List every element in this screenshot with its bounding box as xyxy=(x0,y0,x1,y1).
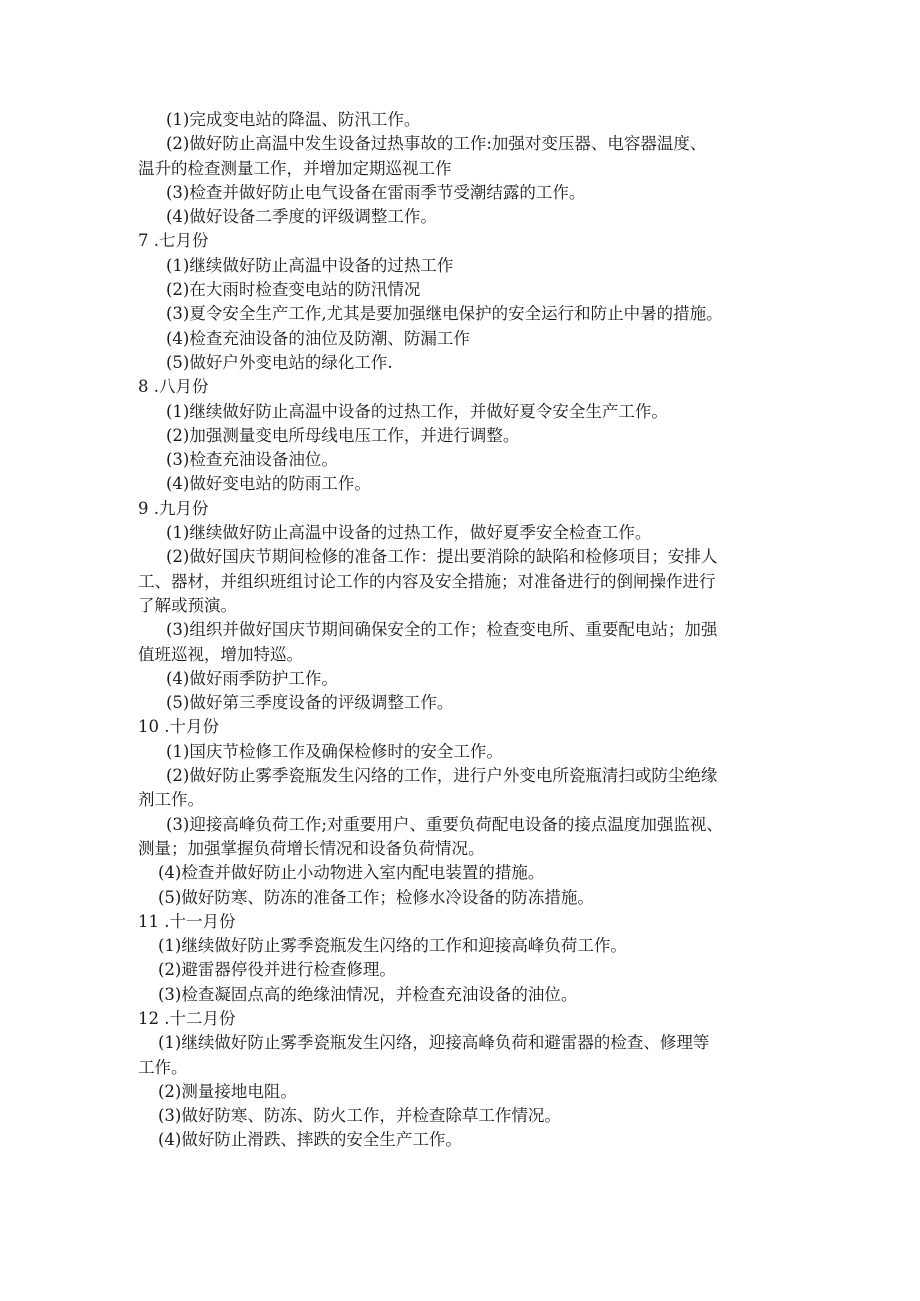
text-line: (4)做好防止滑跌、摔跌的安全生产工作。 xyxy=(158,1130,462,1150)
text-line: 温升的检查测量工作，并增加定期巡视工作 xyxy=(138,158,452,178)
text-line: (4)做好变电站的防雨工作。 xyxy=(166,474,371,494)
section-heading: 9 .九月份 xyxy=(138,498,209,518)
text-line: (4)检查并做好防止小动物进入室内配电装置的措施。 xyxy=(158,863,545,883)
document-page xyxy=(138,108,788,1153)
text-line: (2)在大雨时检查变电站的防汛情况 xyxy=(166,280,421,300)
text-line: (4)做好雨季防护工作。 xyxy=(166,668,338,688)
text-line: 剂工作。 xyxy=(138,790,204,810)
text-line: (4)做好设备二季度的评级调整工作。 xyxy=(166,207,437,227)
text-line: (2)避雷器停役并进行检查修理。 xyxy=(158,960,396,980)
text-line: (4)检查充油设备的油位及防潮、防漏工作 xyxy=(166,328,470,348)
section-heading: 10 .十月份 xyxy=(138,717,219,737)
text-line: (3)检查充油设备油位。 xyxy=(166,450,338,470)
text-line: (3)组织并做好国庆节期间确保安全的工作；检查变电所、重要配电站；加强 xyxy=(166,620,718,640)
text-line: (1)完成变电站的降温、防汛工作。 xyxy=(166,110,421,129)
text-line: (1)继续做好防止高温中设备的过热工作，做好夏季安全检查工作。 xyxy=(166,523,652,543)
section-heading: 7 .七月份 xyxy=(138,231,209,251)
text-line: 值班巡视，增加特巡。 xyxy=(138,644,303,664)
text-line: (3)夏令安全生产工作,尤其是要加强继电保护的安全运行和防止中暑的措施。 xyxy=(166,304,723,324)
text-line: (1)继续做好防止雾季瓷瓶发生闪络，迎接高峰负荷和避雷器的检查、修理等 xyxy=(158,1033,710,1053)
text-line: (3)检查凝固点高的绝缘油情况，并检查充油设备的油位。 xyxy=(158,984,578,1004)
text-line: 测量；加强掌握负荷增长情况和设备负荷情况。 xyxy=(138,838,485,858)
text-line: (1)国庆节检修工作及确保检修时的安全工作。 xyxy=(166,741,503,761)
text-line: (5)做好户外变电站的绿化工作. xyxy=(166,352,393,372)
text-line: (1)继续做好防止高温中设备的过热工作，并做好夏令安全生产工作。 xyxy=(166,401,668,421)
text-line: (1)继续做好防止高温中设备的过热工作 xyxy=(166,255,454,275)
text-line: 工、器材，并组织班组讨论工作的内容及安全措施；对准备进行的倒闸操作进行 xyxy=(138,571,716,591)
section-heading: 8 .八月份 xyxy=(138,377,209,397)
text-line: 工作。 xyxy=(138,1057,188,1077)
text-line: (2)做好国庆节期间检修的准备工作：提出要消除的缺陷和检修项目；安排人 xyxy=(166,547,718,567)
text-line: (5)做好防寒、防冻的准备工作；检修水冷设备的防冻措施。 xyxy=(158,887,594,907)
text-line: (3)检查并做好防止电气设备在雷雨季节受潮结露的工作。 xyxy=(166,182,586,202)
text-line: (3)迎接高峰负荷工作;对重要用户、重要负荷配电设备的接点温度加强监视、 xyxy=(166,814,723,834)
text-line: (5)做好第三季度设备的评级调整工作。 xyxy=(166,693,454,713)
section-heading: 11 .十一月份 xyxy=(138,911,236,931)
text-line: (2)测量接地电阻。 xyxy=(158,1081,297,1101)
text-line: (2)做好防止高温中发生设备过热事故的工作:加强对变压器、电容器温度、 xyxy=(166,134,707,154)
text-line: (3)做好防寒、防冻、防火工作，并检查除草工作情况。 xyxy=(158,1106,561,1126)
text-line: (2)加强测量变电所母线电压工作，并进行调整。 xyxy=(166,425,520,445)
text-line: (1)继续做好防止雾季瓷瓶发生闪络的工作和迎接高峰负荷工作。 xyxy=(158,936,627,956)
section-heading: 12 .十二月份 xyxy=(138,1008,236,1028)
text-line: 了解或预演。 xyxy=(138,595,237,615)
text-line: (2)做好防止雾季瓷瓶发生闪络的工作，进行户外变电所瓷瓶清扫或防尘绝缘 xyxy=(166,766,718,786)
